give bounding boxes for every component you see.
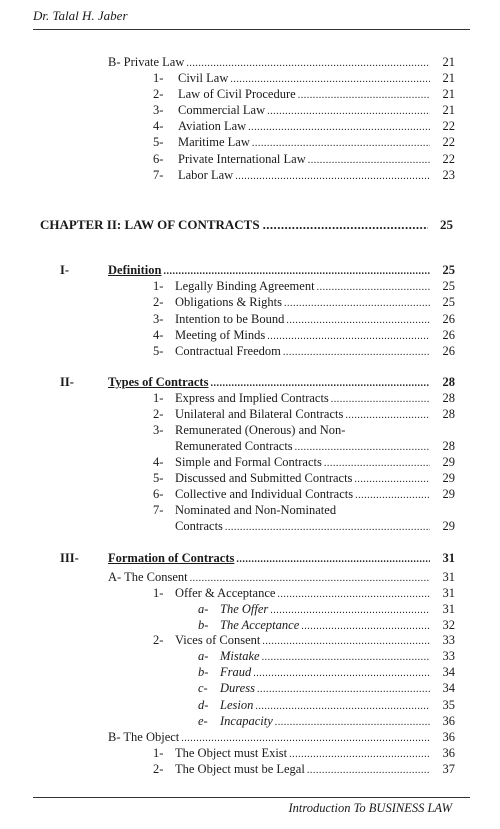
- toc-entry-types-7-continued[interactable]: [175, 519, 455, 535]
- toc-entry-number: 3-: [153, 423, 164, 437]
- toc-entry-offer-sub-a[interactable]: [198, 602, 455, 618]
- dot-leader: [298, 87, 430, 103]
- dot-leader: [284, 295, 430, 311]
- toc-entry-label: Lesion: [220, 697, 254, 712]
- toc-page-number: 34: [442, 681, 455, 696]
- dot-leader: [355, 487, 430, 503]
- toc-page-number: 25: [442, 295, 455, 310]
- running-header-author: Dr. Talal H. Jaber: [33, 8, 128, 23]
- toc-entry-number: 1-: [153, 746, 164, 760]
- toc-entry-private-law-6[interactable]: [153, 152, 455, 168]
- toc-entry-types-5[interactable]: [153, 471, 455, 487]
- toc-page-number: 36: [442, 746, 455, 760]
- dot-leader: [267, 103, 430, 119]
- toc-section-formation[interactable]: III- Formation of Contracts ..... 31: [60, 551, 455, 567]
- dot-leader: [270, 602, 430, 618]
- toc-entry-label: Maritime Law: [178, 135, 250, 150]
- toc-section-types[interactable]: II- Types of Contracts ..... 28: [60, 375, 455, 391]
- toc-entry-number: 2-: [153, 87, 164, 102]
- dot-leader: [186, 55, 430, 71]
- toc-entry-label: The Offer: [220, 602, 269, 616]
- dot-leader: [275, 714, 430, 730]
- toc-entry-number: 3-: [153, 103, 164, 118]
- toc-entry-offer-sub-b[interactable]: [198, 618, 455, 634]
- dot-leader: [301, 618, 430, 634]
- toc-entry-private-law-7[interactable]: [153, 168, 455, 184]
- toc-entry-label-continued: Contracts: [175, 519, 223, 533]
- toc-entry-vices-sub-e[interactable]: [198, 714, 455, 730]
- dot-leader: [181, 730, 430, 746]
- toc-entry-object-1[interactable]: [153, 746, 455, 762]
- toc-entry-label: Obligations & Rights: [175, 295, 282, 310]
- dot-leader: [354, 471, 430, 487]
- toc-entry-number: c-: [198, 681, 208, 696]
- toc-entry-consent[interactable]: A- The Consent ..... 31: [108, 570, 455, 586]
- toc-page-number: 34: [442, 665, 455, 680]
- toc-entry-label: The Object must Exist: [175, 746, 288, 760]
- toc-entry-number: 6-: [153, 487, 164, 501]
- toc-entry-private-law-3[interactable]: [153, 103, 455, 119]
- toc-entry-label-continued: Remunerated Contracts: [175, 439, 293, 453]
- toc-entry-definition-3[interactable]: [153, 312, 455, 328]
- toc-entry-number: e-: [198, 713, 208, 728]
- toc-entry-types-3[interactable]: [153, 423, 455, 438]
- toc-entry-number: 7-: [153, 503, 164, 517]
- header-rule: [33, 29, 470, 30]
- toc-page-number: 21: [442, 103, 455, 118]
- toc-entry-number: 3-: [153, 311, 164, 326]
- dot-leader: [257, 681, 430, 697]
- toc-entry-types-7[interactable]: [153, 503, 455, 518]
- toc-entry-definition-1[interactable]: [153, 279, 455, 295]
- dot-leader: [230, 71, 430, 87]
- dot-leader: [263, 217, 428, 233]
- toc-entry-number: 5-: [153, 471, 164, 485]
- toc-entry-label: Discussed and Submitted Contracts: [175, 471, 353, 485]
- toc-entry-label: Incapacity: [220, 713, 273, 728]
- running-footer-title: Introduction To BUSINESS LAW: [288, 801, 452, 815]
- toc-entry-label: The Acceptance: [220, 618, 300, 632]
- toc-page-number: 28: [442, 407, 455, 421]
- toc-entry-types-4[interactable]: [153, 455, 455, 471]
- toc-entry-label: Private International Law: [178, 151, 306, 166]
- toc-chapter-heading[interactable]: CHAPTER II: LAW OF CONTRACTS ..... 25: [40, 217, 453, 233]
- toc-page-number: 21: [442, 87, 455, 102]
- toc-entry-label: The Object must be Legal: [175, 762, 305, 776]
- toc-entry-vices-of-consent[interactable]: 2- Vices of Consent ..... 33: [153, 633, 455, 649]
- toc-page-number: 26: [442, 344, 455, 359]
- toc-page-number: 31: [442, 602, 455, 616]
- toc-entry-number: 1-: [153, 391, 164, 405]
- dot-leader: [286, 312, 430, 328]
- toc-entry-types-2[interactable]: [153, 407, 455, 423]
- toc-entry-number: 5-: [153, 135, 164, 150]
- toc-entry-number: b-: [198, 618, 209, 632]
- toc-entry-label: Simple and Formal Contracts: [175, 455, 322, 469]
- toc-entry-number: 5-: [153, 344, 164, 359]
- toc-entry-private-law-4[interactable]: [153, 119, 455, 135]
- toc-page-number: 22: [442, 151, 455, 166]
- toc-entry-object-2[interactable]: [153, 762, 455, 778]
- dot-leader: [210, 375, 430, 391]
- toc-page-number: 32: [442, 618, 455, 632]
- toc-page-number: 29: [442, 487, 455, 501]
- toc-entry-number: 4-: [153, 327, 164, 342]
- toc-entry-label: Labor Law: [178, 167, 234, 182]
- toc-entry-definition-2[interactable]: [153, 295, 455, 311]
- toc-entry-definition-4[interactable]: [153, 328, 455, 344]
- toc-entry-private-law-1[interactable]: [153, 71, 455, 87]
- dot-leader: [225, 519, 430, 535]
- dot-leader: [262, 633, 430, 649]
- dot-leader: [267, 328, 430, 344]
- toc-page-number: 37: [442, 762, 455, 776]
- toc-entry-label: Collective and Individual Contracts: [175, 487, 354, 501]
- toc-entry-label: Nominated and Non-Nominated: [175, 503, 337, 517]
- dot-leader: [248, 119, 430, 135]
- toc-entry-label: Fraud: [220, 665, 252, 680]
- dot-leader: [307, 762, 430, 778]
- toc-page-number: 21: [442, 71, 455, 85]
- dot-leader: [283, 344, 430, 360]
- toc-entry-label: Express and Implied Contracts: [175, 391, 329, 405]
- toc-entry-number: 7-: [153, 167, 164, 182]
- footer-rule: [33, 797, 470, 798]
- toc-entry-number: 2-: [153, 762, 164, 776]
- toc-page-number: 28: [442, 439, 455, 453]
- toc-entry-label: Aviation Law: [178, 119, 247, 134]
- toc-page-number: 36: [442, 713, 455, 728]
- toc-entry-definition-5[interactable]: [153, 344, 455, 360]
- toc-page-number: 23: [442, 167, 455, 182]
- dot-leader: [190, 570, 430, 586]
- toc-entry-types-1[interactable]: [153, 391, 455, 407]
- toc-entry-object[interactable]: B- The Object ..... 36: [108, 730, 455, 746]
- dot-leader: [324, 455, 430, 471]
- toc-page-number: 25: [442, 279, 455, 293]
- toc-entry-vices-sub-a[interactable]: [198, 649, 455, 665]
- toc-entry-types-3-continued[interactable]: [175, 439, 455, 455]
- toc-entry-label: Intention to be Bound: [175, 311, 285, 326]
- toc-page-number: 28: [442, 391, 455, 405]
- dot-leader: [262, 649, 430, 665]
- toc-entry-number: 6-: [153, 151, 164, 166]
- dot-leader: [253, 665, 430, 681]
- dot-leader: [236, 551, 430, 567]
- dot-leader: [235, 168, 430, 184]
- dot-leader: [289, 746, 430, 762]
- dot-leader: [295, 439, 430, 455]
- toc-entry-number: b-: [198, 665, 209, 680]
- toc-entry-label: Law of Civil Procedure: [178, 87, 296, 102]
- toc-page-number: 29: [442, 455, 455, 469]
- dot-leader: [252, 135, 430, 151]
- toc-entry-label: Meeting of Minds: [175, 327, 266, 342]
- toc-entry-number: d-: [198, 697, 209, 712]
- toc-entry-label: Remunerated (Onerous) and Non-: [175, 423, 346, 437]
- toc-entry-number: a-: [198, 649, 209, 663]
- toc-entry-label: Unilateral and Bilateral Contracts: [175, 407, 344, 421]
- toc-entry-number: 2-: [153, 407, 164, 421]
- dot-leader: [277, 586, 430, 602]
- toc-entry-private-law-2[interactable]: [153, 87, 455, 103]
- toc-entry-offer-acceptance[interactable]: 1- Offer & Acceptance ..... 31: [153, 586, 455, 602]
- toc-page-number: 35: [442, 697, 455, 712]
- dot-leader: [163, 263, 430, 279]
- toc-entry-number: 2-: [153, 295, 164, 310]
- toc-entry-number: 4-: [153, 455, 164, 469]
- toc-entry-number: 4-: [153, 119, 164, 134]
- toc-entry-number: a-: [198, 602, 209, 616]
- toc-page-number: 33: [442, 649, 455, 663]
- toc-entry-label: Civil Law: [178, 71, 229, 85]
- toc-entry-vices-sub-c[interactable]: [198, 681, 455, 697]
- toc-entry-label: Contractual Freedom: [175, 344, 281, 359]
- dot-leader: [308, 152, 430, 168]
- toc-page-number: 22: [442, 135, 455, 150]
- toc-entry-label: Legally Binding Agreement: [175, 279, 315, 293]
- toc-page-number: 26: [442, 311, 455, 326]
- toc-entry-number: 1-: [153, 71, 164, 85]
- toc-entry-private-law-5[interactable]: [153, 135, 455, 151]
- toc-section-definition[interactable]: I- Definition ..... 25: [60, 263, 455, 279]
- toc-page-number: 26: [442, 327, 455, 342]
- toc-page-number: 29: [442, 519, 455, 533]
- toc-entry-label: Commercial Law: [178, 103, 266, 118]
- toc-entry-label: Duress: [220, 681, 255, 696]
- dot-leader: [345, 407, 430, 423]
- toc-entry-vices-sub-d[interactable]: [198, 698, 455, 714]
- toc-entry-private-law[interactable]: B- Private Law ..... 21: [108, 55, 455, 71]
- toc-entry-number: 1-: [153, 279, 164, 293]
- toc-page-number: 22: [442, 119, 455, 134]
- dot-leader: [317, 279, 430, 295]
- dot-leader: [331, 391, 430, 407]
- toc-entry-vices-sub-b[interactable]: [198, 665, 455, 681]
- toc-entry-label: Mistake: [220, 649, 260, 663]
- toc-page-number: 29: [442, 471, 455, 485]
- toc-entry-types-6[interactable]: [153, 487, 455, 503]
- dot-leader: [255, 698, 430, 714]
